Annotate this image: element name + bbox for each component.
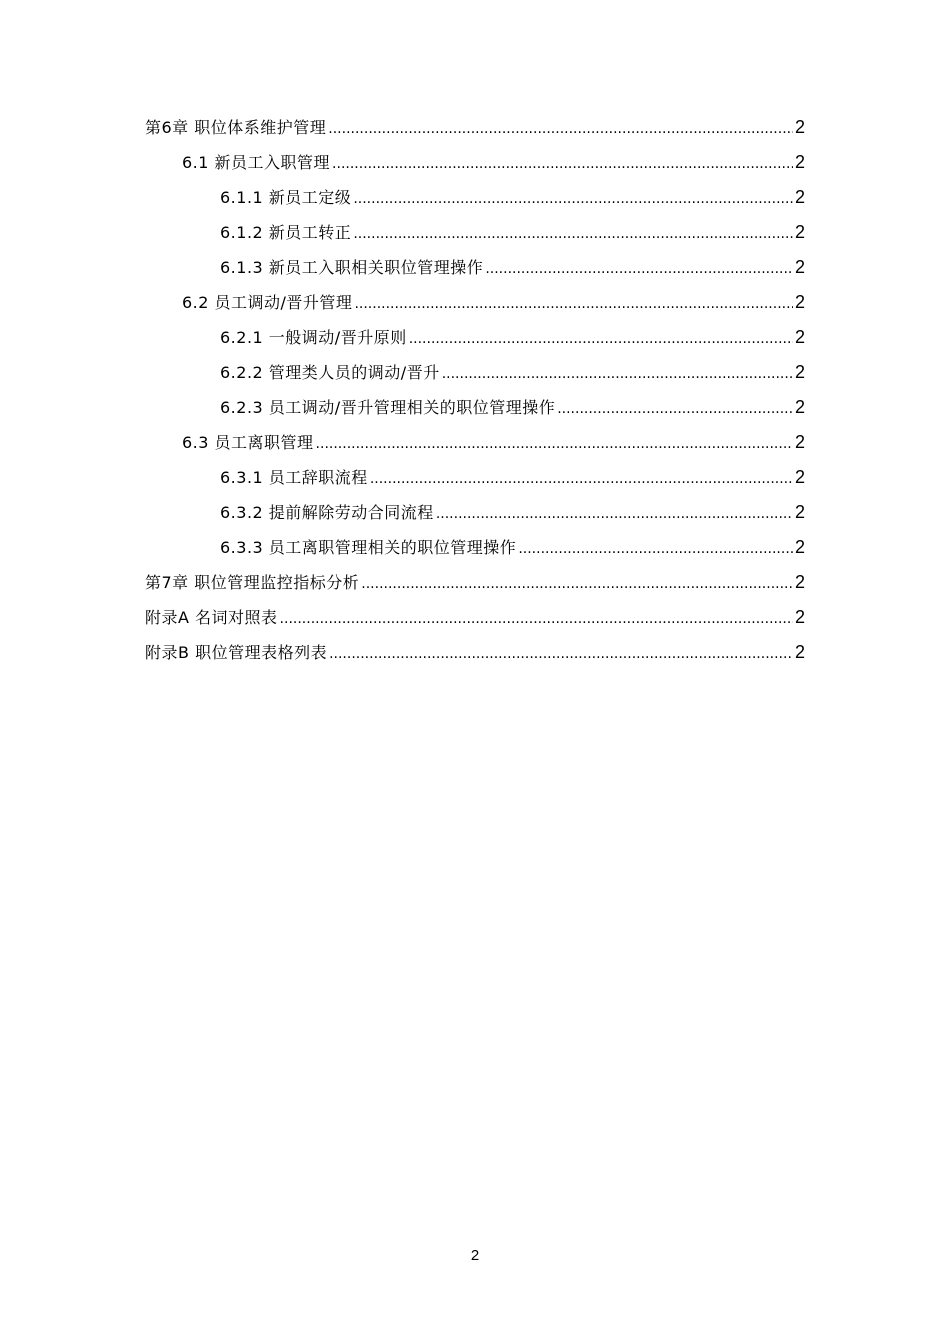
toc-leader-dots bbox=[354, 287, 793, 321]
toc-entry-label: 6.3.3 员工离职管理相关的职位管理操作 bbox=[220, 538, 517, 557]
toc-leader-dots bbox=[316, 427, 793, 461]
toc-leader-dots bbox=[485, 252, 793, 286]
toc-entry-label: 第6章 职位体系维护管理 bbox=[145, 118, 327, 137]
toc-entry-6-1-1[interactable] bbox=[0, 180, 950, 214]
toc-entry-appendix-b[interactable] bbox=[0, 635, 950, 669]
toc-entry-label: 6.3.1 员工辞职流程 bbox=[220, 468, 368, 487]
page-number: 2 bbox=[470, 1247, 480, 1264]
toc-entry-label: 6.3.2 提前解除劳动合同流程 bbox=[220, 503, 434, 522]
toc-entry-page: 2 bbox=[794, 607, 805, 627]
toc-leader-dots bbox=[361, 567, 793, 601]
toc-leader-dots bbox=[409, 322, 793, 356]
toc-leader-dots bbox=[328, 112, 793, 146]
toc-entry-6-1-3[interactable] bbox=[0, 250, 950, 284]
toc-entry-page: 2 bbox=[794, 572, 805, 592]
toc-entry-chapter-6[interactable] bbox=[0, 110, 950, 144]
toc-entry-6-2-3[interactable] bbox=[0, 390, 950, 424]
toc-entry-label: 第7章 职位管理监控指标分析 bbox=[145, 573, 360, 592]
toc-entry-label: 6.2.2 管理类人员的调动/晋升 bbox=[220, 363, 440, 382]
toc-entry-page: 2 bbox=[794, 502, 805, 522]
toc-entry-6-1-2[interactable] bbox=[0, 215, 950, 249]
toc-entry-label: 6.1 新员工入职管理 bbox=[182, 153, 331, 172]
toc-entry-page: 2 bbox=[794, 432, 805, 452]
toc-entry-chapter-7[interactable] bbox=[0, 565, 950, 599]
toc-entry-page: 2 bbox=[794, 537, 805, 557]
toc-entry-page: 2 bbox=[794, 187, 805, 207]
toc-entry-page: 2 bbox=[794, 292, 805, 312]
toc-entry-6-3-1[interactable] bbox=[0, 460, 950, 494]
toc-entry-label: 6.2.3 员工调动/晋升管理相关的职位管理操作 bbox=[220, 398, 556, 417]
toc-leader-dots bbox=[442, 357, 793, 391]
toc-entry-label: 6.1.3 新员工入职相关职位管理操作 bbox=[220, 258, 484, 277]
toc-leader-dots bbox=[557, 392, 793, 426]
toc-entry-6-2-2[interactable] bbox=[0, 355, 950, 389]
toc-entry-label: 6.1.2 新员工转正 bbox=[220, 223, 352, 242]
toc-entry-page: 2 bbox=[794, 152, 805, 172]
toc-entry-appendix-a[interactable] bbox=[0, 600, 950, 634]
toc-leader-dots bbox=[353, 217, 793, 251]
toc-entry-6-2-1[interactable] bbox=[0, 320, 950, 354]
toc-entry-6-2[interactable] bbox=[0, 285, 950, 319]
toc-leader-dots bbox=[329, 637, 793, 671]
toc-entry-6-3-3[interactable] bbox=[0, 530, 950, 564]
toc-leader-dots bbox=[370, 462, 793, 496]
toc-entry-page: 2 bbox=[794, 397, 805, 417]
toc-entry-6-3-2[interactable] bbox=[0, 495, 950, 529]
toc-entry-page: 2 bbox=[794, 642, 805, 662]
toc-entry-label: 6.2.1 一般调动/晋升原则 bbox=[220, 328, 407, 347]
toc-entry-6-1[interactable] bbox=[0, 145, 950, 179]
toc-entry-page: 2 bbox=[794, 467, 805, 487]
toc-entry-page: 2 bbox=[794, 362, 805, 382]
toc-leader-dots bbox=[332, 147, 793, 181]
toc-entry-page: 2 bbox=[794, 222, 805, 242]
toc-entry-page: 2 bbox=[794, 257, 805, 277]
toc-entry-label: 附录A 名词对照表 bbox=[145, 608, 278, 627]
toc-entry-6-3[interactable] bbox=[0, 425, 950, 459]
toc-entry-label: 附录B 职位管理表格列表 bbox=[145, 643, 328, 662]
toc-leader-dots bbox=[436, 497, 793, 531]
toc-leader-dots bbox=[353, 182, 793, 216]
toc-entry-page: 2 bbox=[794, 117, 805, 137]
toc-entry-label: 6.3 员工离职管理 bbox=[182, 433, 314, 452]
toc-leader-dots bbox=[518, 532, 793, 566]
toc-entry-label: 6.2 员工调动/晋升管理 bbox=[182, 293, 353, 312]
toc-entry-page: 2 bbox=[794, 327, 805, 347]
toc-entry-label: 6.1.1 新员工定级 bbox=[220, 188, 352, 207]
toc-leader-dots bbox=[280, 602, 793, 636]
